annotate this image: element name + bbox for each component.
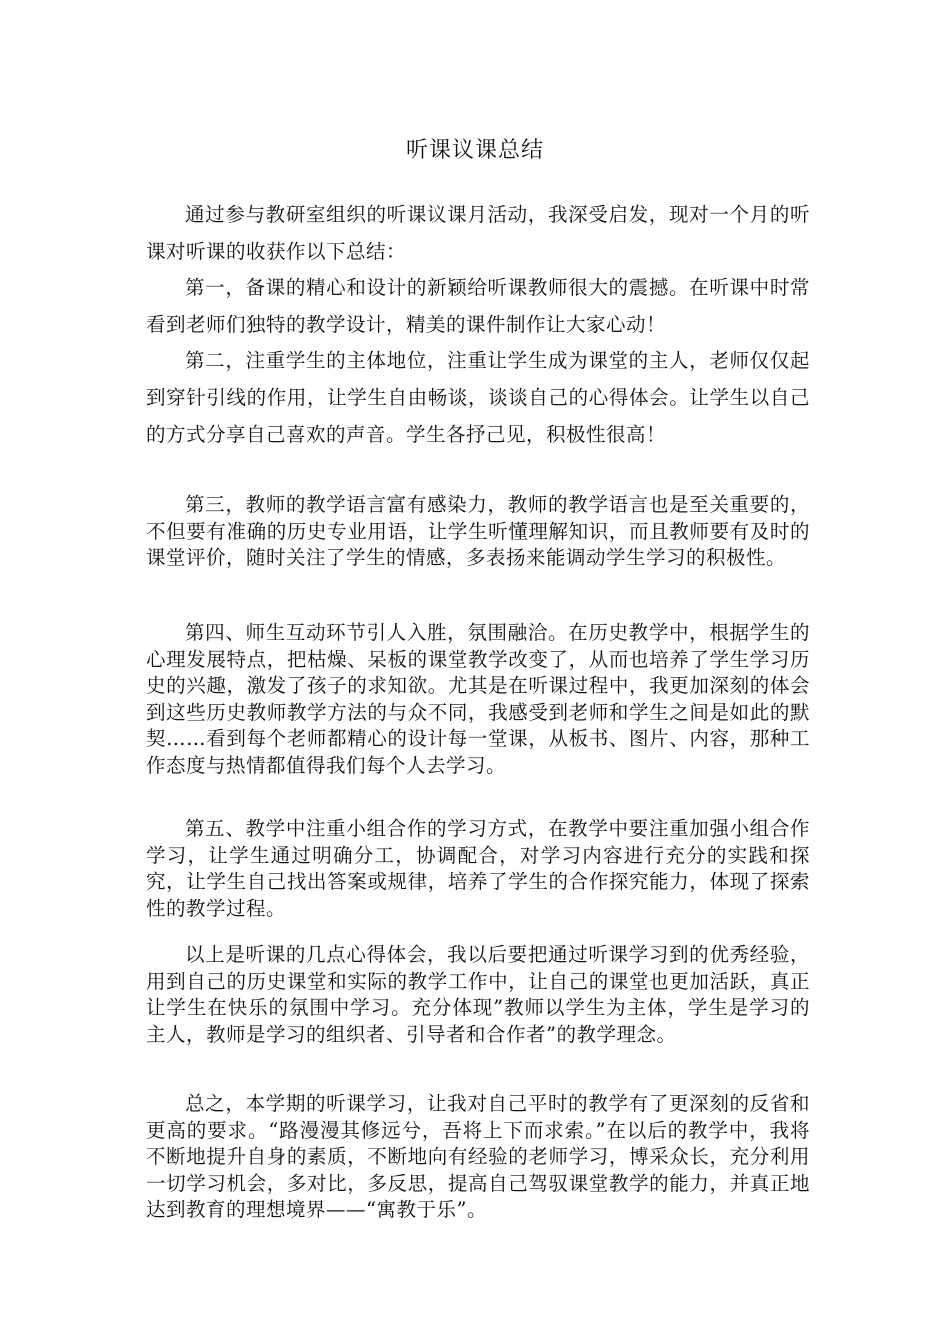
paragraph-point-4: 第四、师生互动环节引人入胜，氛围融洽。在历史教学中，根据学生的心理发展特点，把枯燥、呆板的课堂教学改变了，从而也培养了学生学习历史的兴趣，激发了孩子的求知欲。尤其是在听课过程中，我更加深刻的体会到这些历史教师教学方法的与众不同，我感受到老师和学生之间是如此的默契……看到每个老师都精心的设计每一堂课，从板书、图片、内容，那种工作态度与热情都值得我们每个人去学习。	[146, 621, 810, 777]
document-title: 听课议课总结	[405, 138, 544, 163]
paragraph-point-2: 第二，注重学生的主体地位，注重让学生成为课堂的主人，老师仅仅起到穿针引线的作用，让学生自由畅谈，谈谈自己的心得体会。让学生以自己的方式分享自己喜欢的声音。学生各抒己见，积极性很高！	[146, 349, 810, 446]
paragraph-conclusion: 总之，本学期的听课学习，让我对自己平时的教学有了更深刻的反省和更高的要求。“路漫漫其修远兮，吾将上下而求索。”在以后的教学中，我将不断地提升自身的素质，不断地向有经验的老师学习，博采众长，充分利用一切学习机会，多对比，多反思，提高自己驾驭课堂教学的能力，并真正地达到教育的理想境界——“寓教于乐”。	[146, 1092, 810, 1221]
paragraph-intro: 通过参与教研室组织的听课议课月活动，我深受启发，现对一个月的听课对听课的收获作以下总结：	[146, 203, 810, 263]
paragraph-point-1: 第一，备课的精心和设计的新颖给听课教师很大的震撼。在听课中时常看到老师们独特的教学设计，精美的课件制作让大家心动！	[146, 276, 810, 336]
paragraph-point-3: 第三，教师的教学语言富有感染力，教师的教学语言也是至关重要的，不但要有准确的历史专业用语，让学生听懂理解知识，而且教师要有及时的课堂评价，随时关注了学生的情感，多表扬来能调动学生学习的积极性。	[146, 493, 810, 569]
paragraph-point-5: 第五、教学中注重小组合作的学习方式，在教学中要注重加强小组合作学习，让学生通过明确分工，协调配合，对学习内容进行充分的实践和探究，让学生自己找出答案或规律，培养了学生的合作探究能力，体现了探索性的教学过程。	[146, 817, 810, 920]
paragraph-reflection: 以上是听课的几点心得体会，我以后要把通过听课学习到的优秀经验，用到自己的历史课堂和实际的教学工作中，让自己的课堂也更加活跃，真正让学生在快乐的氛围中学习。充分体现”教师以学生为主体，学生是学习的主人，教师是学习的组织者、引导者和合作者”的教学理念。	[146, 943, 810, 1046]
